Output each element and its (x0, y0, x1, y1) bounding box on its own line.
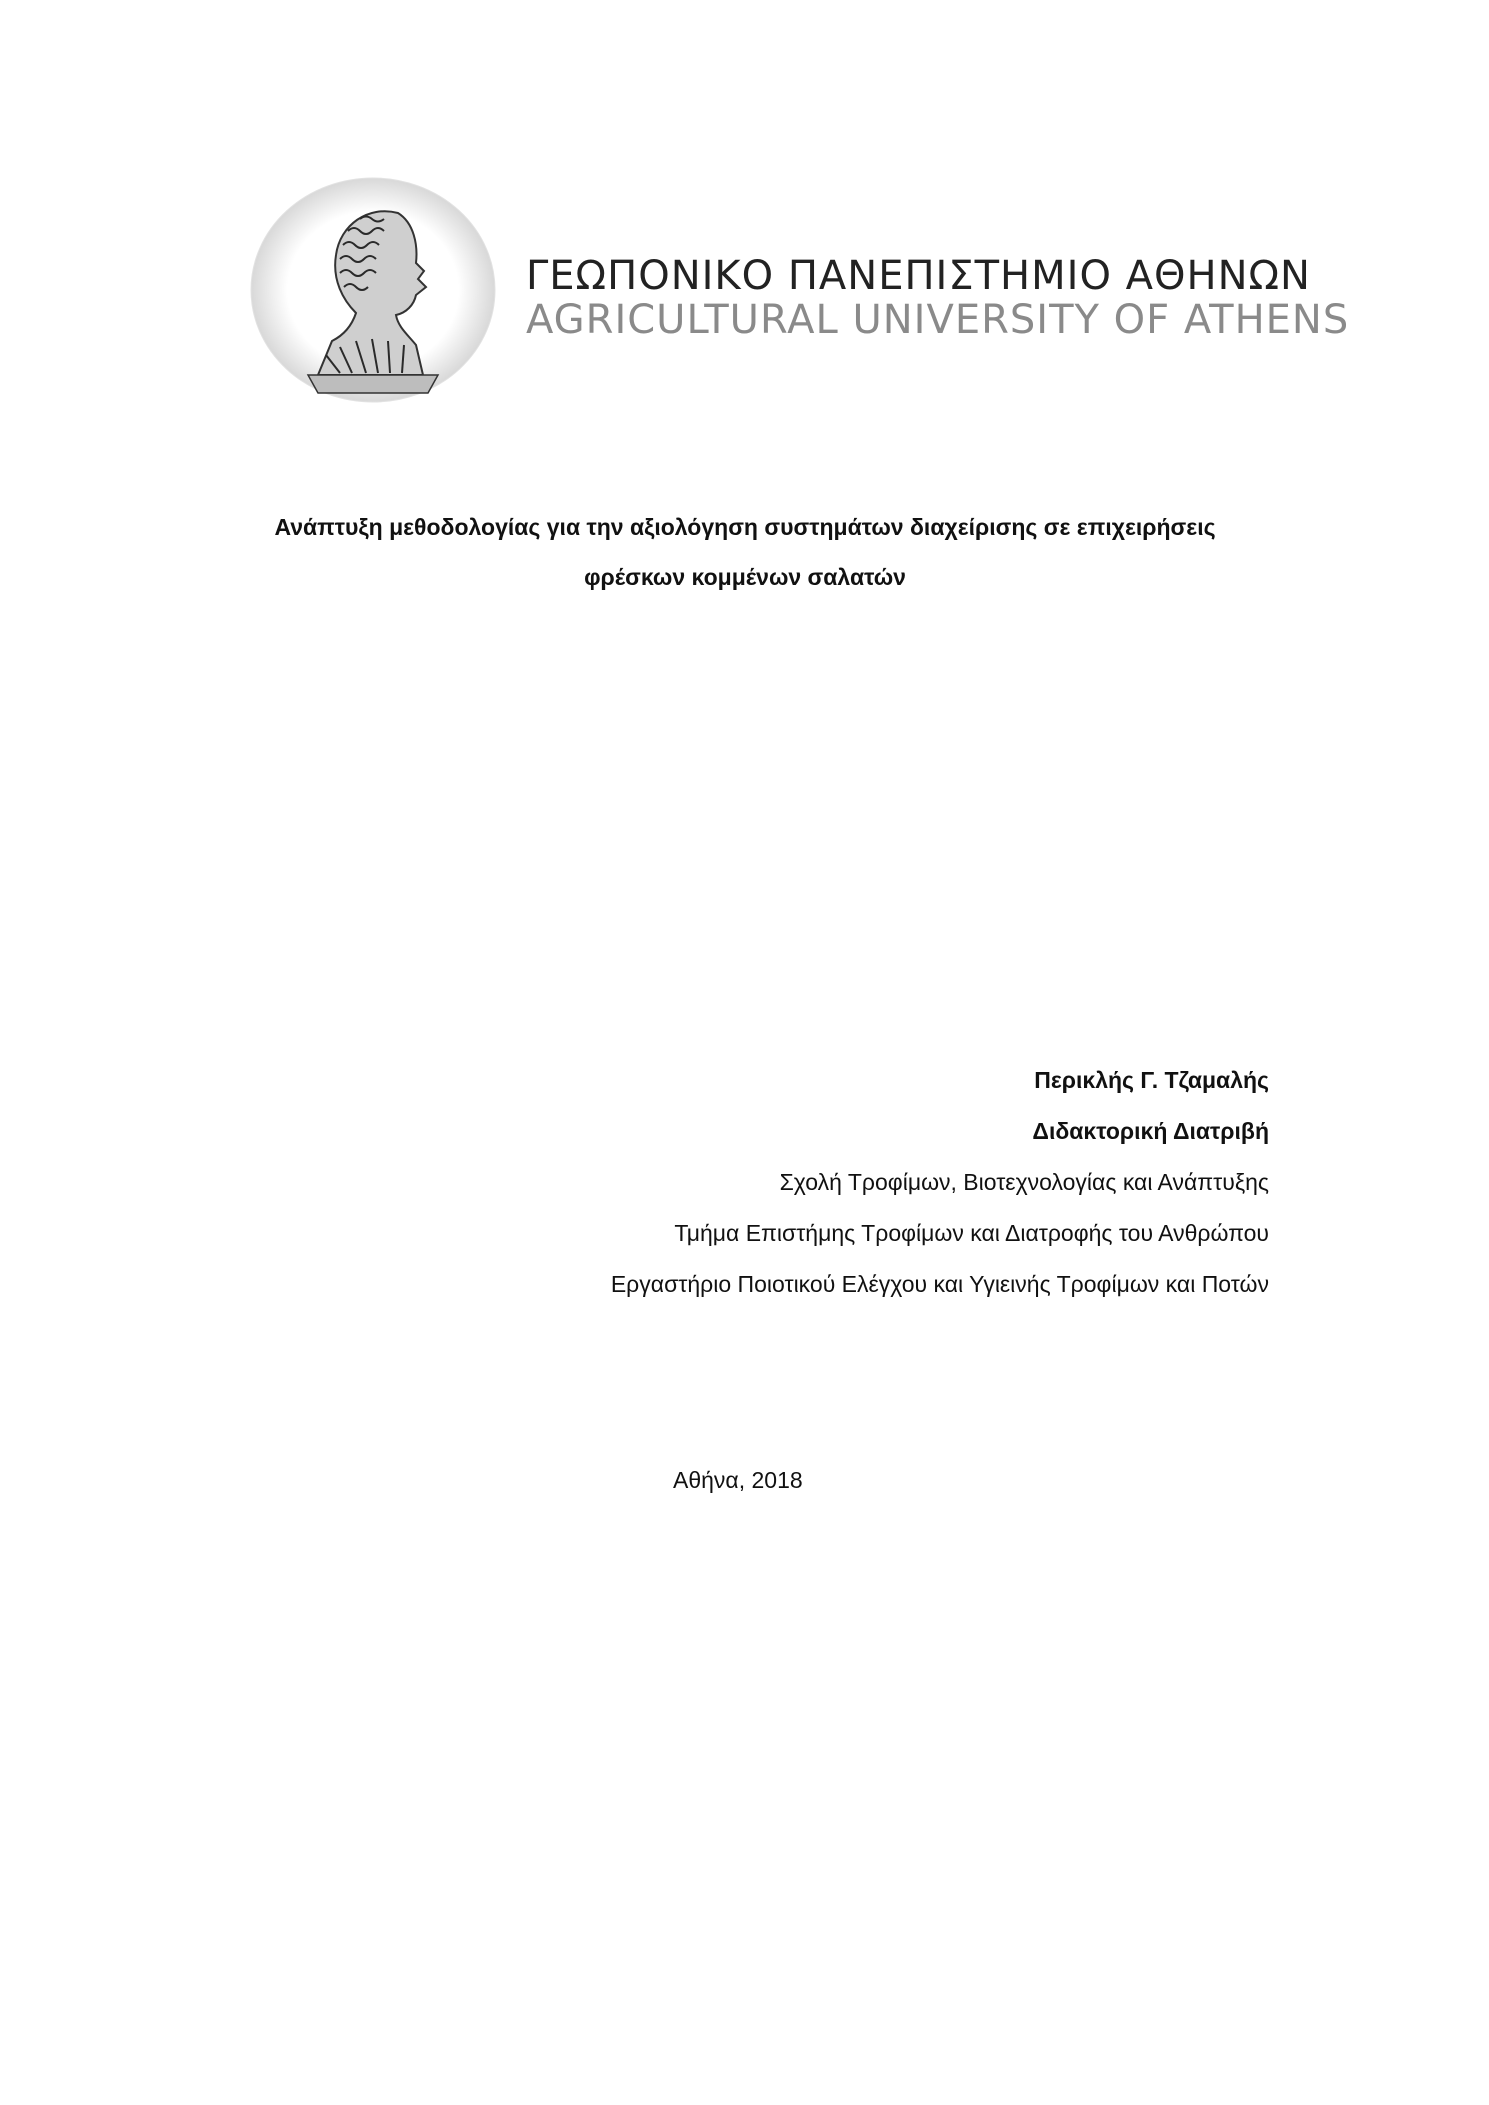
author-info-block (611, 1055, 1269, 1310)
department-name: Τμήμα Επιστήμης Τροφίμων και Διατροφής του Ανθρώπου (674, 1220, 1269, 1246)
thesis-title-line-2: φρέσκων κομμένων σαλατών (584, 564, 906, 590)
laboratory-name: Εργαστήριο Ποιοτικού Ελέγχου και Υγιεινής Τροφίμων και Ποτών (610, 1271, 1269, 1297)
place-date: Αθήνα, 2018 (673, 1467, 803, 1493)
thesis-title (200, 502, 1290, 602)
school-name: Σχολή Τροφίμων, Βιοτεχνολογίας και Ανάπτυξης (779, 1169, 1269, 1195)
thesis-title-line-1: Ανάπτυξη μεθοδολογίας για την αξιολόγηση συστημάτων διαχείρισης σε επιχειρήσεις (274, 514, 1216, 540)
document-type: Διδακτορική Διατριβή (1032, 1118, 1269, 1144)
logo-english-name: AGRICULTURAL UNIVERSITY OF ATHENS (526, 297, 1350, 343)
author-name: Περικλής Γ. Τζαμαλής (1034, 1067, 1269, 1093)
logo-greek-name: ΓΕΩΠΟΝΙΚΟ ΠΑΝΕΠΙΣΤΗΜΙΟ ΑΘΗΝΩΝ (526, 253, 1311, 299)
university-logo (248, 175, 1350, 405)
athena-head-emblem-icon (248, 175, 498, 405)
